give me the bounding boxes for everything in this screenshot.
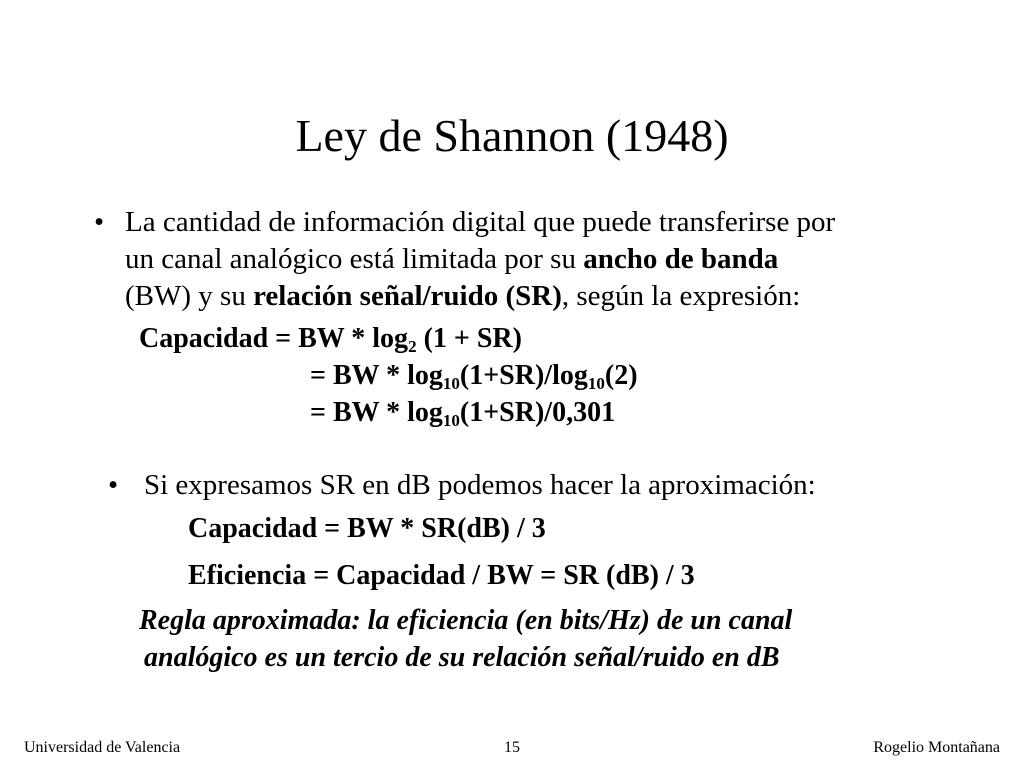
footer-institution: Universidad de Valencia [24,739,181,756]
footer-author: Rogelio Montañana [873,739,1000,756]
bandwidth-term: ancho de banda [583,243,779,275]
capacity-db-formula: Capacidad = BW * SR(dB) / 3 [188,513,546,544]
formula-3-part-a: = BW * log [310,397,443,428]
bullet-1-line-3-pre: (BW) y su [125,280,254,312]
footer-page-number: 15 [504,739,520,756]
formula-1-part-a: Capacidad = BW * log [139,323,409,354]
rule-note-line-1: Regla aproximada: la eficiencia (en bits/Hz) de un canal [139,605,793,636]
formula-3-part-b: (1+SR)/0,301 [459,397,616,428]
formula-2-part-c: (2) [604,360,638,391]
slide-title: Ley de Shannon (1948) [295,110,729,161]
capacity-formula-line-2 [310,357,638,394]
capacity-formula-line-1 [139,320,522,357]
formula-3-subscript: 10 [442,411,460,430]
bullet-1-line-2 [125,241,778,278]
bullet-1-line-3 [125,278,800,315]
bullet-1-line-1 [125,204,835,241]
formula-2-subscript-2: 10 [587,374,605,393]
bullet-1-line-3-post: , según la expresión: [561,280,801,312]
capacity-formula-line-3 [310,394,615,431]
formula-1-subscript: 2 [408,337,417,356]
bullet-1-line-1-text: La cantidad de información digital que puede transferirse por [125,206,836,238]
bullet-1-line-2-text: un canal analógico está limitada por su [125,243,584,275]
rule-note-line-2: analógico es un tercio de su relación señal/ruido en dB [144,642,780,673]
bullet-2-marker: • [108,469,119,501]
efficiency-formula: Eficiencia = Capacidad / BW = SR (dB) / 3 [188,560,695,591]
formula-1-part-b: (1 + SR) [416,323,522,354]
bullet-2-text: Si expresamos SR en dB podemos hacer la aproximación: [144,469,816,501]
formula-2-part-a: = BW * log [310,360,443,391]
formula-2-subscript-1: 10 [442,374,460,393]
formula-2-part-b: (1+SR)/log [459,360,588,391]
bullet-1-marker: • [94,206,105,238]
snr-term: relación señal/ruido (SR) [253,280,562,312]
